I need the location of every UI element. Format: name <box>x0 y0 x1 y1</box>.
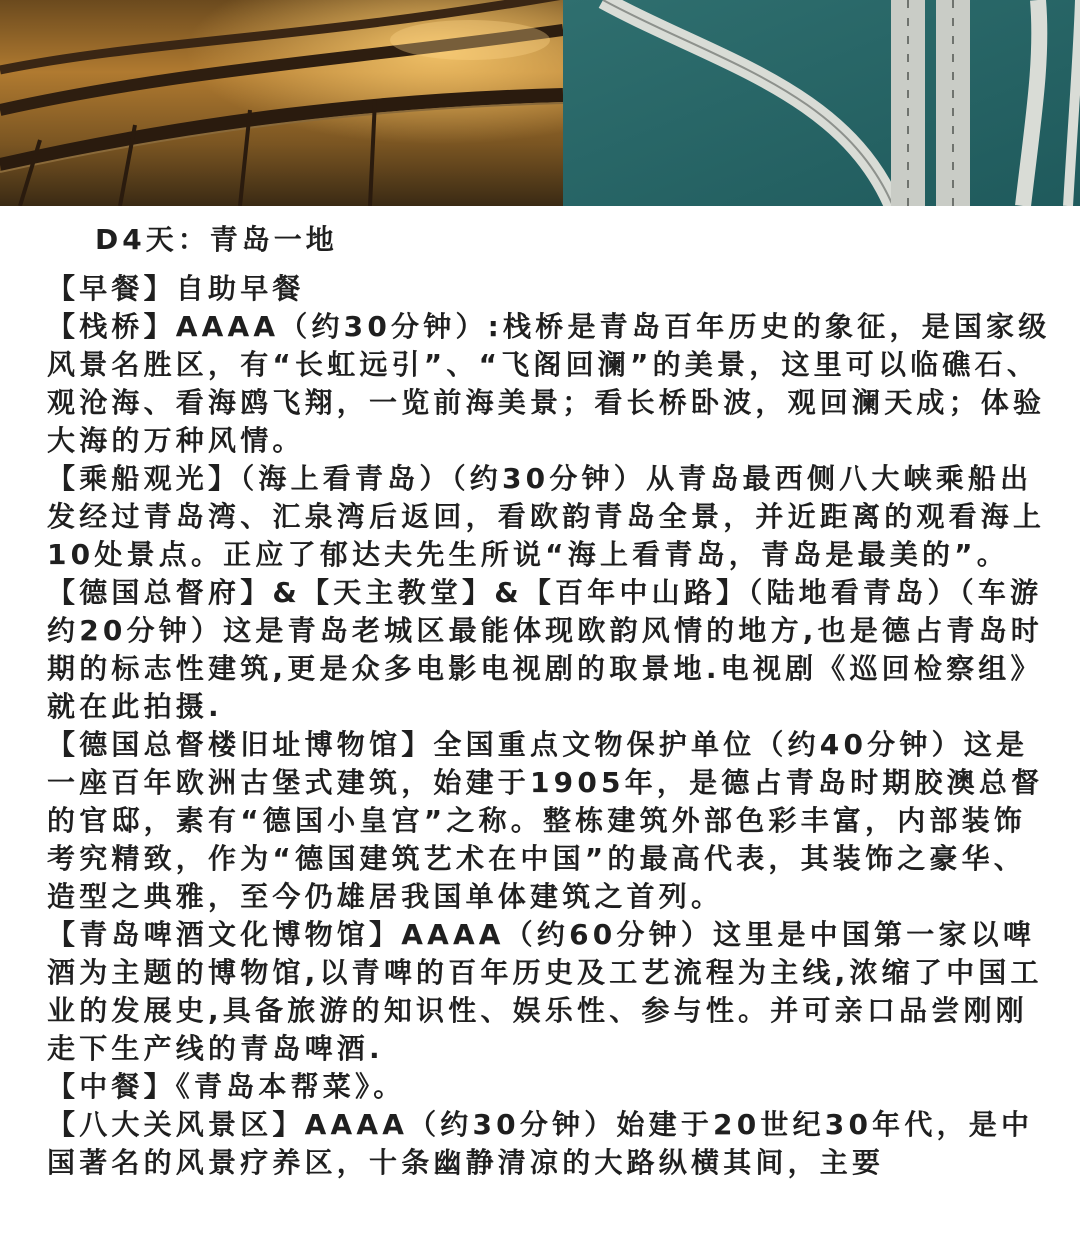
paragraph-badaguan: 【八大关风景区】AAAA（约30分钟）始建于20世纪30年代，是中国著名的风景疗养区，十条幽静清凉的大路纵横其间，主要 <box>47 1108 1034 1179</box>
photo-strip <box>0 0 1080 206</box>
itinerary-content <box>0 206 1080 1182</box>
paragraph-zhanqiao: 【栈桥】AAAA（约30分钟）:栈桥是青岛百年历史的象征，是国家级风景名胜区，有“长虹远引”、“飞阁回澜”的美景，这里可以临礁石、观沧海、看海鸥飞翔，一览前海美景；看长桥卧波，观回澜天成；体验大海的万种风情。 <box>47 310 1051 457</box>
paragraph-governor-residence: 【德国总督楼旧址博物馆】全国重点文物保护单位（约40分钟）这是一座百年欧洲古堡式建筑，始建于1905年，是德占青岛时期胶澳总督的官邸，素有“德国小皇宫”之称。整栋建筑外部色彩丰富，内部装饰考究精致，作为“德国建筑艺术在中国”的最高代表，其装饰之豪华、造型之典雅，至今仍雄居我国单体建筑之首列。 <box>47 728 1044 913</box>
paragraph-boat-tour: 【乘船观光】（海上看青岛）（约30分钟）从青岛最西侧八大峡乘船出发经过青岛湾、汇泉湾后返回，看欧韵青岛全景，并近距离的观看海上10处景点。正应了郁达夫先生所说“海上看青岛，青岛是最美的”。 <box>47 462 1046 571</box>
bridge-sunset-photo <box>0 0 563 206</box>
paragraph-breakfast: 【早餐】自助早餐 <box>47 272 305 305</box>
paragraph-governor-office: 【德国总督府】&【天主教堂】&【百年中山路】（陆地看青岛）（车游约20分钟）这是青岛老城区最能体现欧韵风情的地方,也是德占青岛时期的标志性建筑,更是众多电影电视剧的取景地.电视剧《巡回检察组》就在此拍摄. <box>47 576 1044 723</box>
bridge-highway-photo <box>563 0 1080 206</box>
day-title: D4天：青岛一地 <box>95 223 338 256</box>
paragraph-lunch: 【中餐】《青岛本帮菜》。 <box>47 1070 406 1103</box>
paragraph-beer-museum: 【青岛啤酒文化博物馆】AAAA（约60分钟）这里是中国第一家以啤酒为主题的博物馆,以青啤的百年历史及工艺流程为主线,浓缩了中国工业的发展史,具备旅游的知识性、娱乐性、参与性。并可亲口品尝刚刚走下生产线的青岛啤酒. <box>47 918 1043 1065</box>
